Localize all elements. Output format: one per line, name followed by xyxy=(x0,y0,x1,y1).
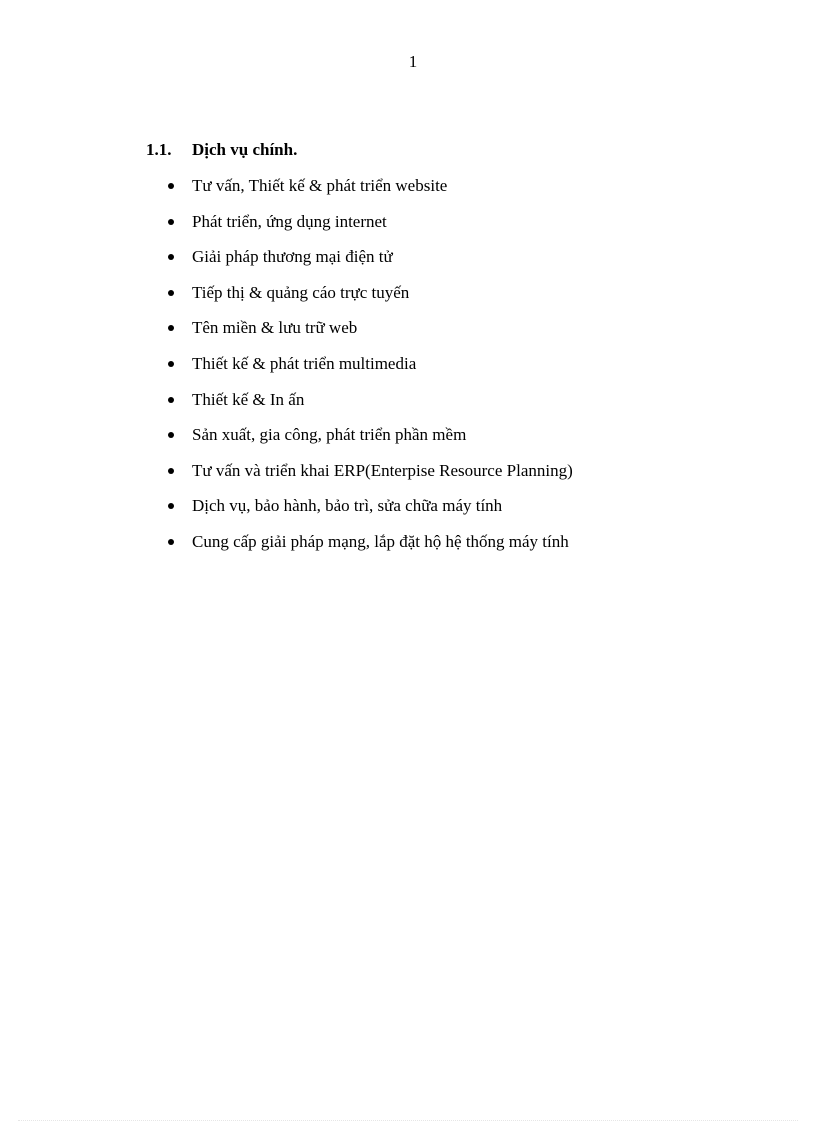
list-item-text: Tư vấn và triển khai ERP(Enterpise Resource Planning) xyxy=(192,460,573,480)
list-item-text: Tiếp thị & quảng cáo trực tuyến xyxy=(192,282,410,302)
bullet-icon xyxy=(168,503,174,509)
list-item xyxy=(146,175,706,211)
section-number: 1.1. xyxy=(146,140,172,159)
list-item xyxy=(146,282,706,318)
bullet-icon xyxy=(168,183,174,189)
list-item xyxy=(146,495,706,531)
main-services-section xyxy=(146,139,706,567)
list-item xyxy=(146,389,706,425)
bullet-icon xyxy=(168,432,174,438)
section-heading xyxy=(146,139,706,161)
list-item xyxy=(146,317,706,353)
list-item-text: Phát triển, ứng dụng internet xyxy=(192,211,387,231)
list-item-text: Tên miền & lưu trữ web xyxy=(192,318,358,338)
bullet-icon xyxy=(168,325,174,331)
bullet-icon xyxy=(168,361,174,367)
list-item-text: Tư vấn, Thiết kế & phát triển website xyxy=(192,176,448,195)
bullet-icon xyxy=(168,468,174,474)
list-item-text: Sản xuất, gia công, phát triển phần mềm xyxy=(192,425,467,445)
bullet-icon xyxy=(168,290,174,296)
list-item-text: Giải pháp thương mại điện tử xyxy=(192,247,393,267)
page-bottom-divider xyxy=(18,1120,798,1121)
bullet-icon xyxy=(168,254,174,260)
section-title: Dịch vụ chính. xyxy=(192,140,298,159)
bullet-icon xyxy=(168,539,174,545)
page-number: 1 xyxy=(408,52,418,71)
list-item-text: Thiết kế & phát triển multimedia xyxy=(192,353,417,373)
bullet-icon xyxy=(168,219,174,225)
list-item-text: Cung cấp giải pháp mạng, lắp đặt hộ hệ thống máy tính xyxy=(192,531,569,551)
list-item xyxy=(146,424,706,460)
list-item-text: Thiết kế & In ấn xyxy=(192,389,305,409)
list-item xyxy=(146,246,706,282)
services-list xyxy=(146,175,706,567)
list-item xyxy=(146,353,706,389)
list-item-text: Dịch vụ, bảo hành, bảo trì, sửa chữa máy tính xyxy=(192,496,503,516)
list-item xyxy=(146,460,706,496)
list-item xyxy=(146,531,706,567)
bullet-icon xyxy=(168,397,174,403)
list-item xyxy=(146,211,706,247)
